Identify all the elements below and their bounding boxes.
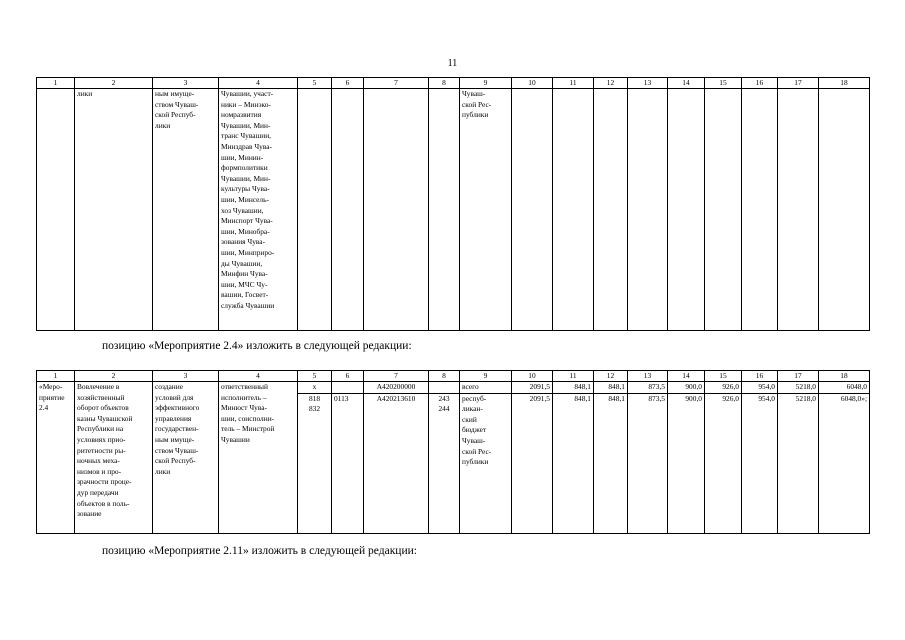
col-num: 16 <box>742 78 778 89</box>
col-num: 4 <box>219 78 298 89</box>
cell: 900,0 <box>668 382 705 394</box>
cell <box>705 89 742 331</box>
col-num: 14 <box>668 371 705 382</box>
col-num: 18 <box>819 371 870 382</box>
col-num: 9 <box>460 371 512 382</box>
cell <box>512 89 553 331</box>
cell: 848,1 <box>553 382 594 394</box>
cell <box>742 89 778 331</box>
cell: 0113 <box>332 393 364 533</box>
col-num: 14 <box>668 78 705 89</box>
cell: ным имуще- ством Чуваш- ской Респуб- лики <box>153 89 219 331</box>
col-num: 2 <box>75 371 153 382</box>
cell <box>778 89 819 331</box>
intro-text-2-4: позицию «Мероприятие 2.4» изложить в следующей редакции: <box>102 340 412 352</box>
col-num: 10 <box>512 371 553 382</box>
cell: респуб- ликан- ский бюджет Чуваш- ской Рес- публики <box>460 393 512 533</box>
col-num: 18 <box>819 78 870 89</box>
cell: лики <box>75 89 153 331</box>
measure-number-cell: «Меро- приятие 2.4 <box>37 382 75 534</box>
executor-cell: ответственный исполнитель – Минюст Чува- шии, соисполни- тель – Минстрой Чувашии <box>219 382 298 534</box>
cell <box>332 382 364 394</box>
cell <box>332 89 364 331</box>
col-num: 7 <box>364 371 429 382</box>
cell <box>668 89 705 331</box>
cell: 954,0 <box>742 382 778 394</box>
col-num: 1 <box>37 371 75 382</box>
measure-name-cell: Вовлечение в хозяйственный оборот объектов казны Чувашской Республики на условиях прио- ритетности ры- ночных меха- низмов и про- зрачности проце- дур передачи объектов в поль- зование <box>75 382 153 534</box>
cell <box>429 382 460 394</box>
col-num: 17 <box>778 78 819 89</box>
col-num: 3 <box>153 371 219 382</box>
cell <box>298 89 332 331</box>
table-row <box>37 89 870 331</box>
col-num: 15 <box>705 371 742 382</box>
cell <box>37 89 75 331</box>
col-num: 15 <box>705 78 742 89</box>
cell: 2091,5 <box>512 393 553 533</box>
col-num: 13 <box>628 78 668 89</box>
col-num: 12 <box>594 371 628 382</box>
col-num: 7 <box>364 78 429 89</box>
col-num: 17 <box>778 371 819 382</box>
col-num: 6 <box>332 371 364 382</box>
col-num: 10 <box>512 78 553 89</box>
table-row-total <box>37 382 870 394</box>
col-num: 5 <box>298 78 332 89</box>
col-num: 11 <box>553 371 594 382</box>
table-measure-2-4 <box>36 370 870 534</box>
cell: 848,1 <box>553 393 594 533</box>
table-continuation <box>36 77 870 331</box>
col-num: 9 <box>460 78 512 89</box>
col-num: 5 <box>298 371 332 382</box>
col-num: 1 <box>37 78 75 89</box>
col-num: 6 <box>332 78 364 89</box>
cell: 873,5 <box>628 382 668 394</box>
col-num: 16 <box>742 371 778 382</box>
intro-text-2-11: позицию «Мероприятие 2.11» изложить в следующей редакции: <box>102 545 417 557</box>
cell: 873,5 <box>628 393 668 533</box>
cell: 818 832 <box>298 393 332 533</box>
cell: 6048,0»; <box>819 393 870 533</box>
cell: 5218,0 <box>778 382 819 394</box>
cell: 954,0 <box>742 393 778 533</box>
cell: 848,1 <box>594 393 628 533</box>
column-number-row <box>37 78 870 89</box>
cell: Чуваш- ской Рес- публики <box>460 89 512 331</box>
col-num: 12 <box>594 78 628 89</box>
col-num: 3 <box>153 78 219 89</box>
col-num: 8 <box>429 78 460 89</box>
cell: 926,0 <box>705 382 742 394</box>
cell: 2091,5 <box>512 382 553 394</box>
cell: 926,0 <box>705 393 742 533</box>
cell <box>429 89 460 331</box>
cell: 848,1 <box>594 382 628 394</box>
cell: A420200000 <box>364 382 429 394</box>
cell <box>553 89 594 331</box>
cell: Чувашии, участ- ники – Минэко- номразвития Чувашии, Мин- транс Чувашии, Минздрав Чува- шии, Минин- формполитики Чувашии, Мин- культуры Чува- шии, Минсель- хоз Чувашии, Минспорт Чува- шии, Минобра- зования Чува- шии, Минприро- ды Чувашии, Минфин Чува- шии, МЧС Чу- вашии, Госвет- служба Чувашии <box>219 89 298 331</box>
col-num: 13 <box>628 371 668 382</box>
cell <box>594 89 628 331</box>
cell: 243 244 <box>429 393 460 533</box>
cell <box>628 89 668 331</box>
col-num: 11 <box>553 78 594 89</box>
col-num: 2 <box>75 78 153 89</box>
col-num: 4 <box>219 371 298 382</box>
cell: 900,0 <box>668 393 705 533</box>
column-number-row <box>37 371 870 382</box>
cell: всего <box>460 382 512 394</box>
cell <box>819 89 870 331</box>
page-number: 11 <box>447 58 458 69</box>
task-cell: создание условий для эффективного управления государствен- ным имуще- ством Чуваш- ской Респуб- лики <box>153 382 219 534</box>
cell: 6048,0 <box>819 382 870 394</box>
cell: A420213610 <box>364 393 429 533</box>
cell <box>364 89 429 331</box>
cell: 5218,0 <box>778 393 819 533</box>
col-num: 8 <box>429 371 460 382</box>
cell: x <box>298 382 332 394</box>
